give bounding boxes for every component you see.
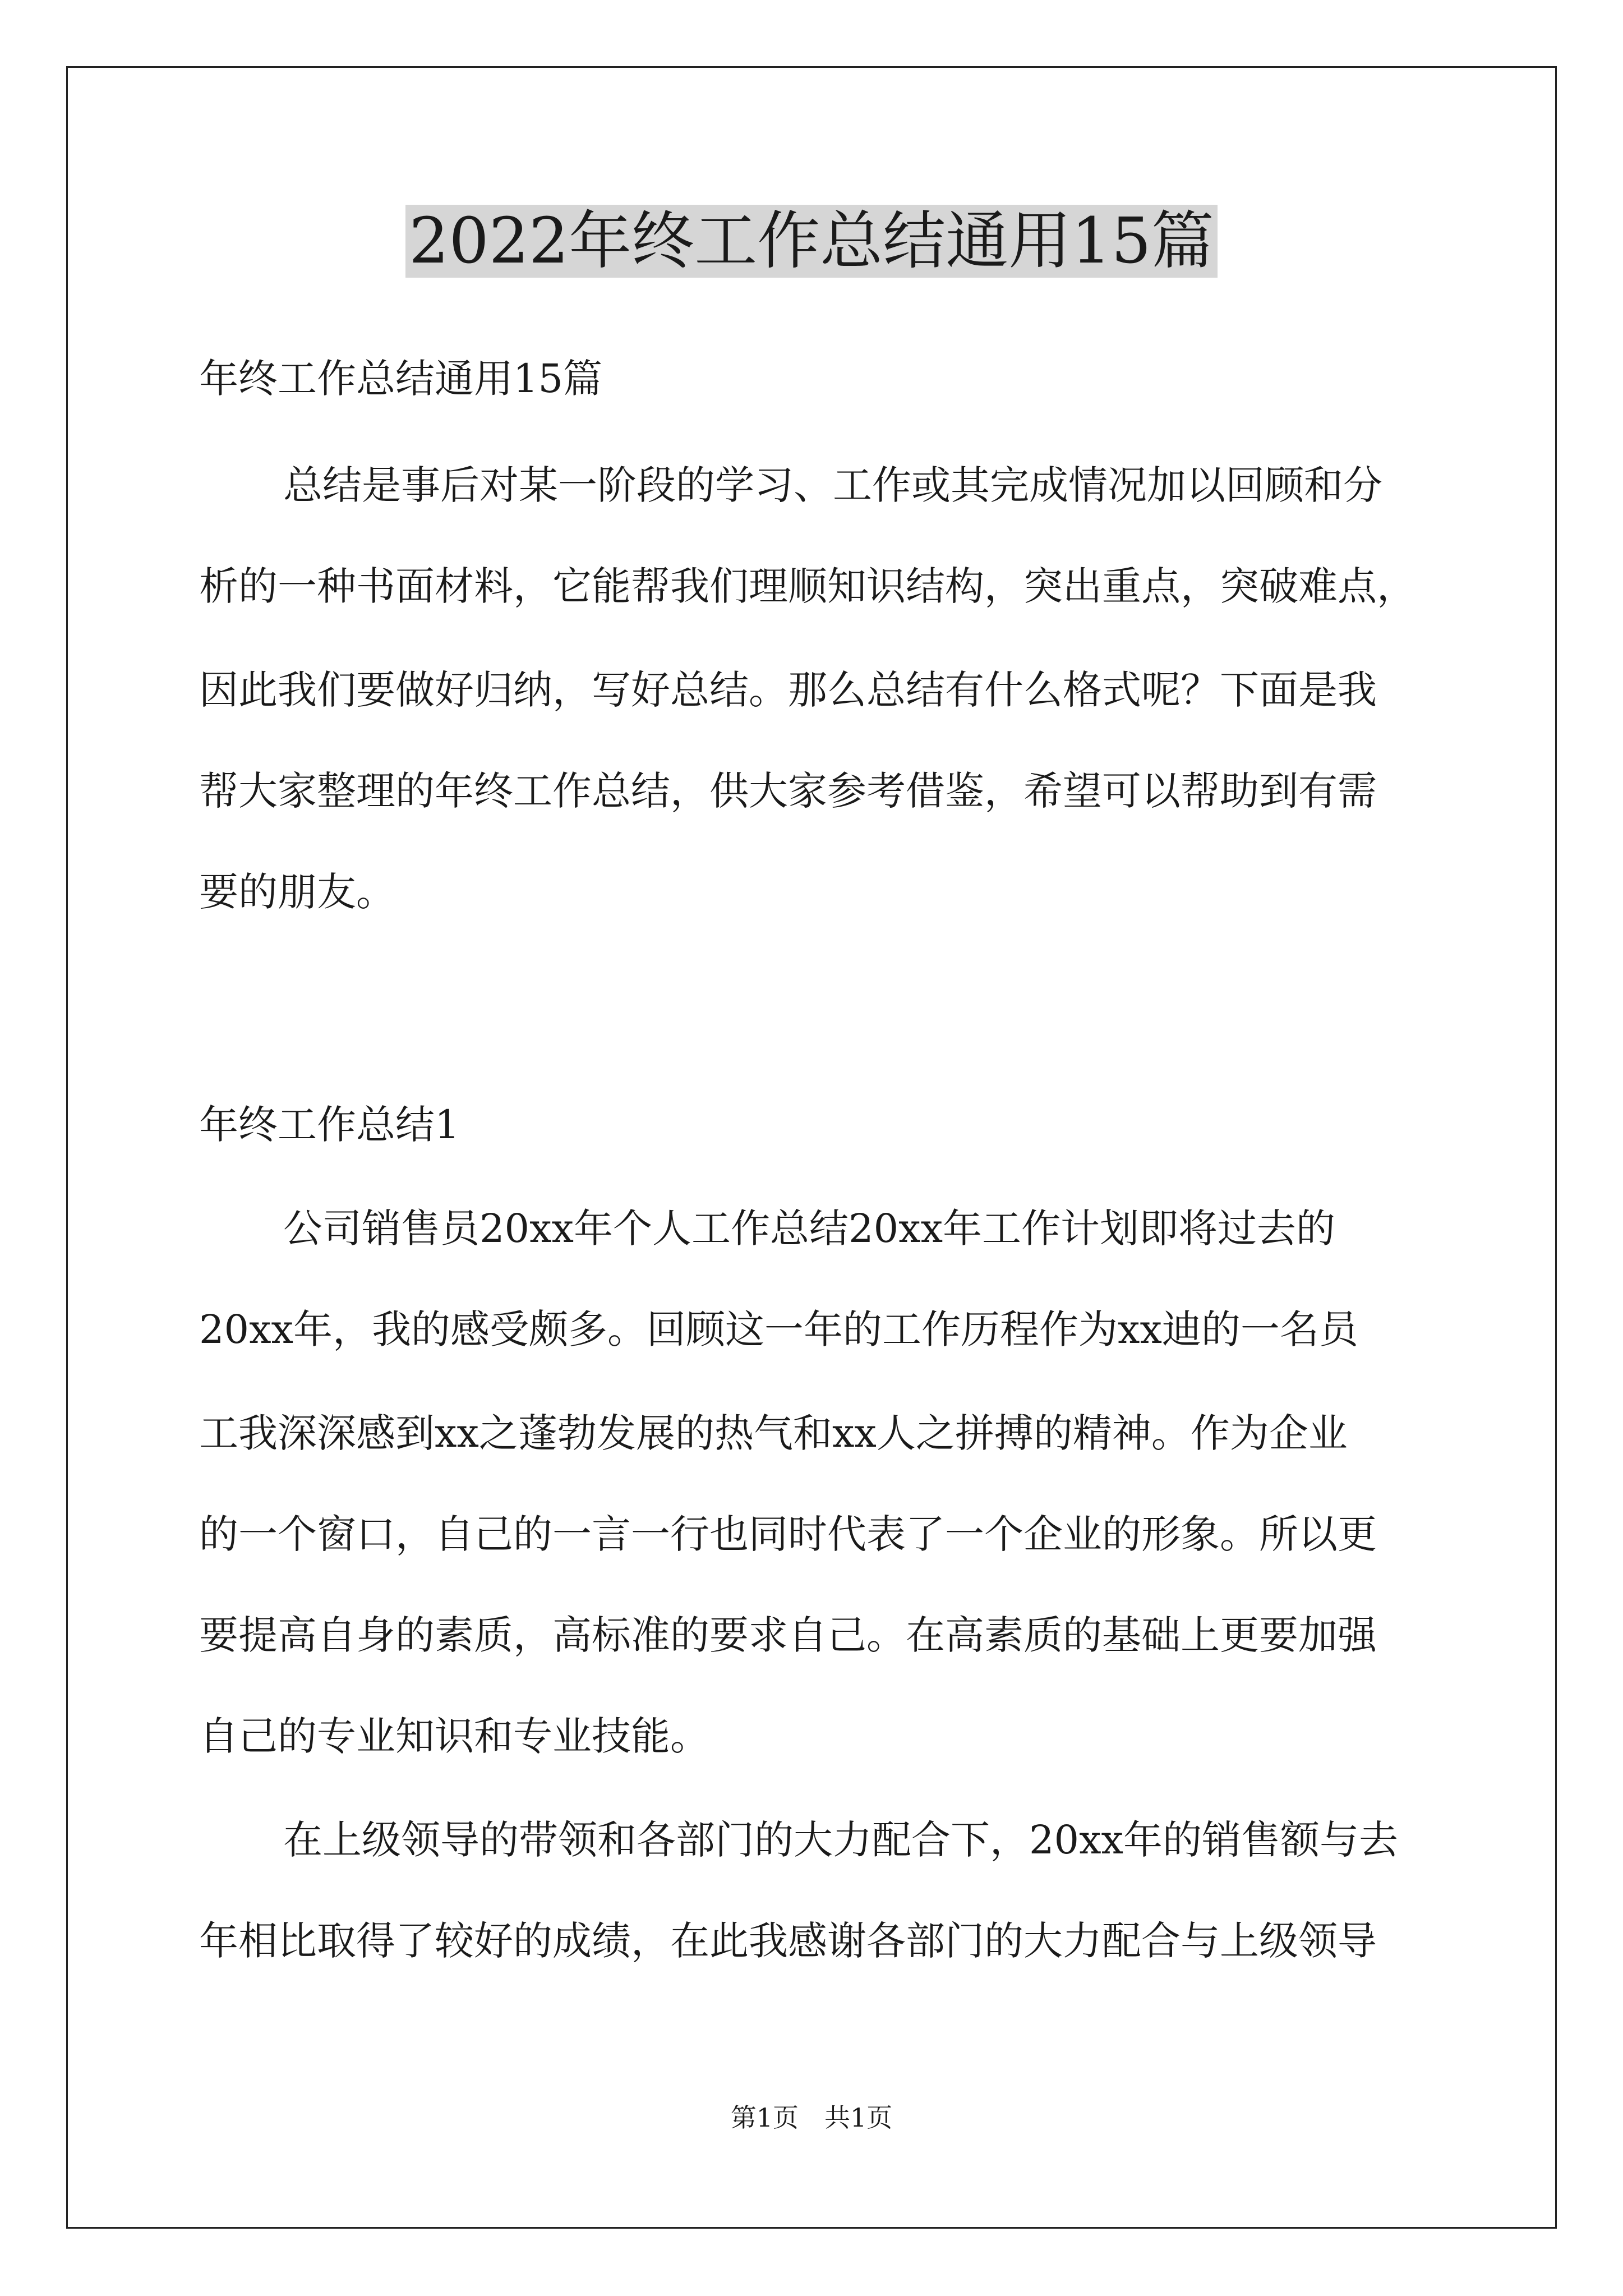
paragraph-line: 的一个窗口，自己的一言一行也同时代表了一个企业的形象。所以更 xyxy=(199,1511,1377,1557)
paragraph-line: 年相比取得了较好的成绩，在此我感谢各部门的大力配合与上级领导 xyxy=(199,1918,1377,1964)
paragraph-line: 公司销售员20xx年个人工作总结20xx年工作计划即将过去的 xyxy=(283,1205,1336,1251)
paragraph-line: 20xx年，我的感受颇多。回顾这一年的工作历程作为xx迪的一名员 xyxy=(199,1306,1358,1352)
intro-line: 因此我们要做好归纳，写好总结。那么总结有什么格式呢？下面是我 xyxy=(199,667,1377,713)
paragraph-line: 要提高自身的素质，高标准的要求自己。在高素质的基础上更要加强 xyxy=(199,1612,1377,1658)
intro-line: 帮大家整理的年终工作总结，供大家参考借鉴，希望可以帮助到有需 xyxy=(199,768,1377,814)
page-number-footer: 第1页 共1页 xyxy=(730,2102,893,2133)
paragraph-line: 工我深深感到xx之蓬勃发展的热气和xx人之拼搏的精神。作为企业 xyxy=(199,1410,1348,1456)
section-heading: 年终工作总结1 xyxy=(199,1102,460,1148)
document-title-text: 2022年终工作总结通用15篇 xyxy=(405,205,1218,278)
intro-line: 析的一种书面材料，它能帮我们理顺知识结构，突出重点，突破难点， xyxy=(199,563,1416,609)
subtitle: 年终工作总结通用15篇 xyxy=(199,356,603,402)
intro-line: 要的朋友。 xyxy=(199,869,395,915)
intro-line: 总结是事后对某一阶段的学习、工作或其完成情况加以回顾和分 xyxy=(283,462,1382,508)
paragraph-line: 自己的专业知识和专业技能。 xyxy=(199,1713,709,1759)
document-title xyxy=(0,202,1623,280)
paragraph-line: 在上级领导的带领和各部门的大力配合下，20xx年的销售额与去 xyxy=(283,1817,1399,1863)
